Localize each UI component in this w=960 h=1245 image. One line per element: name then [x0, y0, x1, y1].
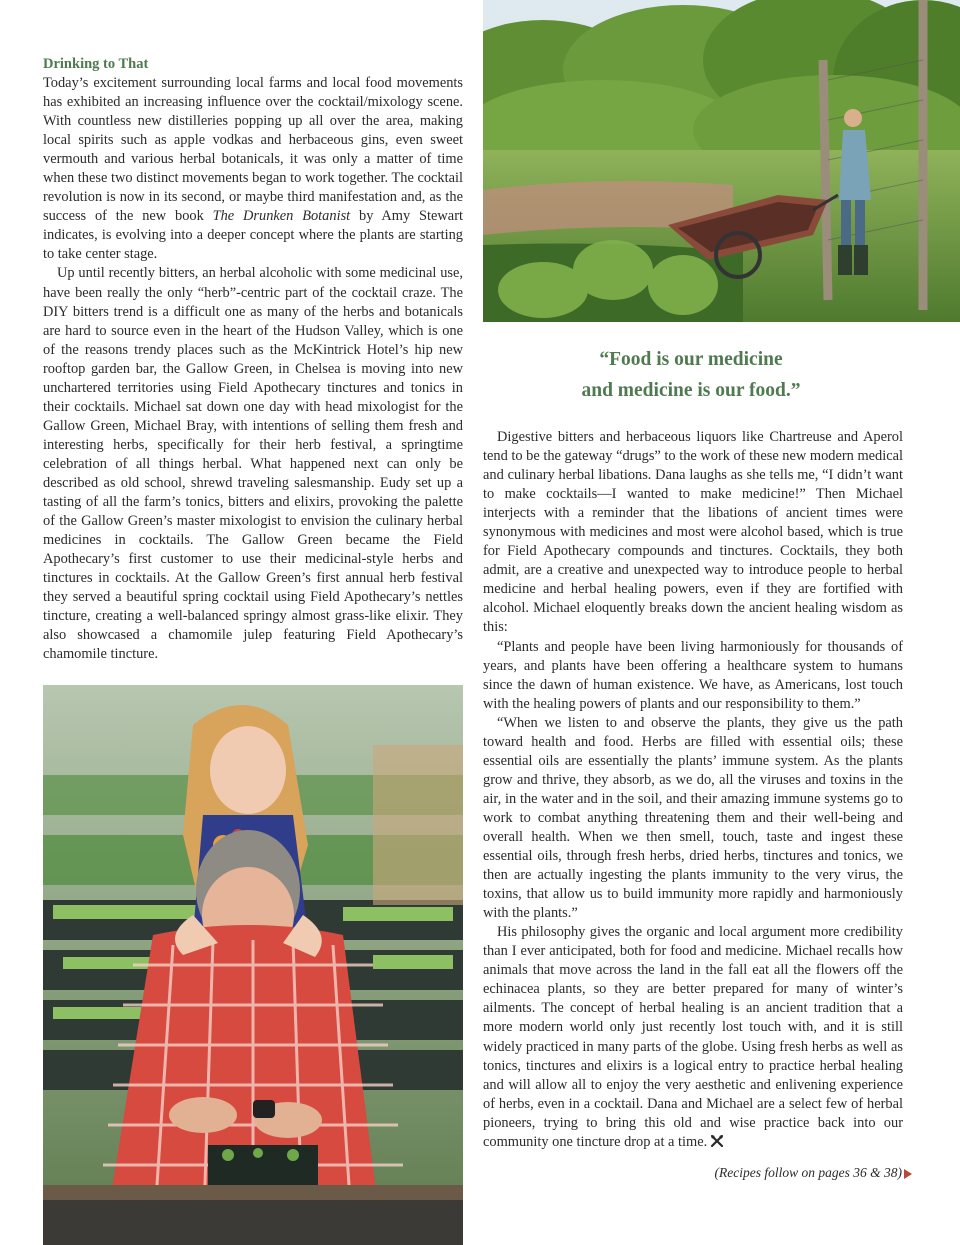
triangle-right-icon [904, 1169, 912, 1179]
photo-garden-cart [483, 0, 960, 322]
pull-quote-line: “Food is our medicine [599, 349, 783, 370]
article-paragraph: “Plants and people have been living harmoniously for thousands of years, and plants have been offering a healthcare system to humans since the dawn of human existence. We have, as Americans, lost touch with the healing powers of plants and our responsibility to them.” [483, 638, 903, 712]
pull-quote [483, 344, 899, 406]
continuation-note: (Recipes follow on pages 36 & 38) [714, 1165, 902, 1180]
article-paragraph: Today’s excitement surrounding local farms and local food movements has exhibited an increasing influence over the cocktail/mixology scene. With countless new distilleries popping up all over the area, making local spirits such as apple vodkas and herbaceous gins, even sweet vermouth and various herbal botanicals, it was only a matter of time when these two distinct movements began to work together. The cocktail revolution is now in its second, or maybe third manifestation and, as the success of the new book The Drunken Botanist by Amy Stewart indicates, is evolving into a deeper concept where the plants are starting to take center stage. [43, 75, 463, 263]
article-paragraph: His philosophy gives the organic and local argument more credibility than I ever anticipated, both for food and medicine. Michael recalls how animals that move across the land in the fall eat all the flowers off the echinacea plants, so they are better prepared for many of winter’s ailments. The concept of herbal healing is an ancient tradition that a more modern world only just recently lost touch with, and it is still widely practiced in many parts of the globe. Using fresh herbs as well as tonics, tinctures and elixirs is a logical entry to practice herbal healing and will allow all to enjoy the very aesthetic and enlivening experience of herbs, even in a cocktail. Dana and Michael are a select few of herbal pioneers, trying to bring this old and wise practice back into our community one tincture drop at a time. [483, 924, 903, 1150]
article-right-column [483, 428, 903, 1152]
photo-greenhouse-father-daughter [43, 685, 463, 1245]
article-paragraph: Digestive bitters and herbaceous liquors like Chartreuse and Aperol tend to be the gateway “drugs” to the work of these new modern medical and culinary herbal libations. Dana laughs as she tells me, “I didn’t want to make cocktails—I wanted to make medicine!” Then Michael interjects with a reminder that the libations of ancient times were synonymous with medicines and most were alcohol based, which is true for Field Apothecary compounds and tinctures. Cocktails, they both admit, are a creative and unexpected way to introduce people to herbal medicine and herbal healing powers, even if they are fortified with alcohol. Michael eloquently breaks down the ancient healing wisdom as this: [483, 429, 903, 636]
article-left-column [43, 55, 463, 664]
article-paragraph: “When we listen to and observe the plants, they give us the path toward health and food. Herbs are filled with essential oils; these essential oils are essentially the plants’ immune system. As the plants grow and thrive, they absorb, as we do, all the viruses and toxins in the air, in the water and in the soil, and their amazing immune systems go to work to combat anything threatening them and their well-being and overall health. When we then smell, touch, taste and ingest these essential oils, through fresh herbs, dried herbs, tinctures and tonics, we then are actually ingesting the plants immunity to the very virus, the toxins, that allow us to build immunity more rapidly and harmoniously with the plants.” [483, 714, 903, 922]
book-title: The Drunken Botanist [212, 208, 351, 225]
article-paragraph: Up until recently bitters, an herbal alcoholic with some medicinal use, have been really the only “herb”-centric part of the cocktail craze. The DIY bitters trend is a difficult one as many of the herbs and botanicals are hard to source even in the heart of the Hudson Valley, which is one of the reasons trendy places such as the McKintrick Hotel’s hip new rooftop garden bar, the Gallow Green, in Chelsea is moving into new unchartered territories using Field Apothecary tinctures and tonics in their cocktails. Michael sat down one day with head mixologist for the Gallow Green, Michael Bray, with intentions of selling them fresh and interesting herbs, specifically for their herb festival, a springtime celebration of all things herbal. What happened next can only be described as old school, shrewd traveling salesmanship. Eudy set up a tasting of all the farm’s tonics, bitters and elixirs, provoking the palette of the Gallow Green’s master mixologist to envision the culinary herbal medicines in cocktails. The Gallow Green became the Field Apothecary’s first customer to use their medicinal-style herbs and tinctures in cocktails. At the Gallow Green’s first annual herb festival they served a beautiful spring cocktail using Field Apothecary’s nettles tincture, creating a well-balanced springy almost grass-like elixir. They also showcased a chamomile julep featuring Field Apothecary’s chamomile tincture. [43, 265, 463, 663]
crossed-tools-icon [711, 1135, 723, 1147]
pull-quote-line: and medicine is our food.” [581, 380, 801, 401]
section-heading: Drinking to That [43, 56, 149, 72]
